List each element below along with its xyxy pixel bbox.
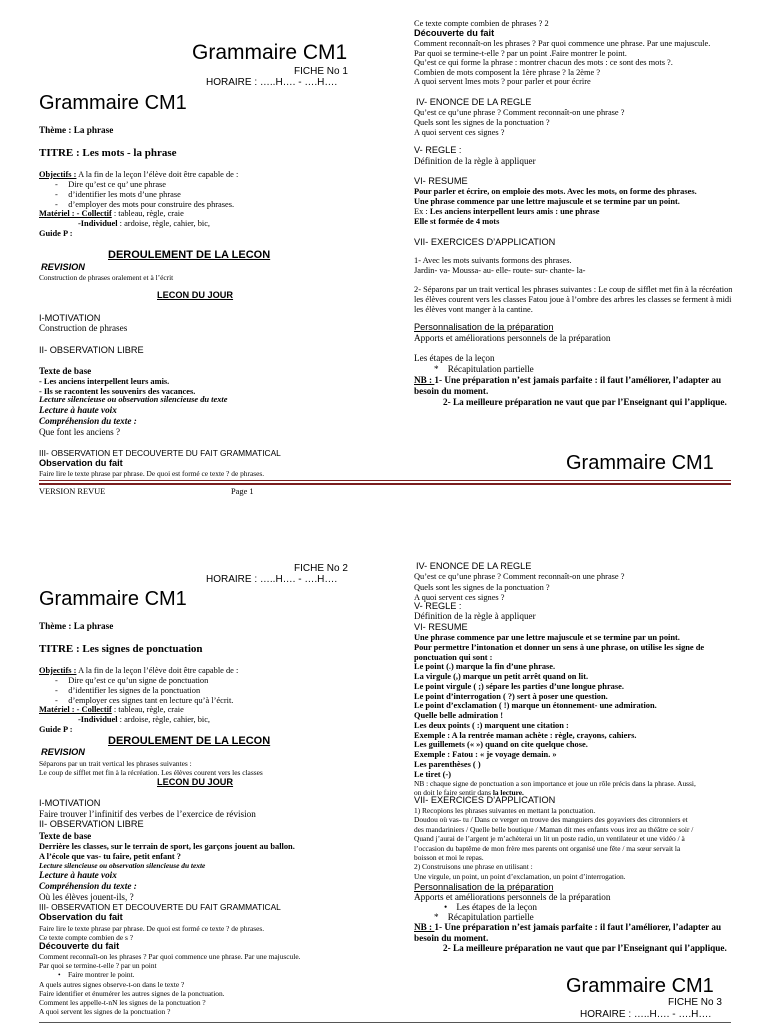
page1-observation-du-fait: Observation du fait	[39, 458, 123, 468]
page2-decouverte-lines2: A quels autres signes observe-t-on dans le texte ? Faire identifier et énumérer les autres signes de la ponctuation. Comment les appelle-t-nN les signes de la ponctuation ? A quoi servent les signes de la ponctuation ?	[39, 980, 225, 1016]
p2c2-footer-horaire: HORAIRE : …..H…. - ….H….	[580, 1009, 712, 1020]
p1c2-decouverte-lines: Comment reconnaît-on les phrases ? Par quoi commence une phrase. Par une majuscule. Par quoi se termine-t-elle ? par un point .Faire montrer le point. Qu’est ce qui forme la phrase : montrer chacun des mots : ce sont des mots ?. Combien de mots composent la 1ère phrase ? la 2ème ? A quoi servent lmes mots ? pour parler et pour écrire	[414, 39, 711, 86]
page2-objectifs: Objectifs : A la fin de la leçon l’élève doit être capable de :	[39, 666, 239, 675]
p1c2-enonce: IV- ENONCE DE LA REGLE	[416, 97, 532, 107]
page2-fiche: FICHE No 2	[294, 563, 348, 574]
page1-footer-rule-top	[39, 480, 731, 481]
p2c2-etapes: • Les étapes de la leçon	[444, 902, 538, 912]
p1c2-nb: NB : 1- Une préparation n’est jamais parfaite : il faut l’améliorer, l’adapter au	[414, 375, 722, 385]
page2-title: Grammaire CM1	[39, 588, 187, 610]
page2-lecture-silencieuse: Lecture silencieuse ou observation silencieuse du texte	[39, 861, 206, 870]
page1-texte-base: Texte de base	[39, 366, 92, 376]
p1c2-perso: Personnalisation de la préparation	[414, 322, 554, 332]
p1c2-resume-lines: Pour parler et écrire, on emploie des mots. Avec les mots, on forme des phrases. Une phrase commence par une lettre majuscule et se termine par un point.	[414, 187, 697, 206]
page2-decouverte-bullet: • Faire montrer le point.	[58, 970, 135, 979]
p1c2-q-top: Ce texte compte combien de phrases ? 2	[414, 19, 549, 28]
page1-texte-lines: - Les anciens interpellent leurs amis. - Ils se racontent les souvenirs des vacances.	[39, 377, 196, 396]
page1-guide: Guide P :	[39, 229, 73, 238]
p2c2-resume-lines: Une phrase commence par une lettre majuscule et se termine par un point. Pour permettre l’intonation et donner un sens à une phrase, on utilise les signe de ponctuation qui sont : Le point (.) marque la fin d’une phrase. La virgule (,) marque un petit arrêt quand on lit. Le point virgule ( ;) sépare les parties d’une longue phrase. Le point d’interrogation ( ?) sert à poser une question. Le point d’exclamation ( !) marque un étonnement- une admiration. Quelle belle admiration ! Les deux points ( :) marquent une citation : Exemple : A la rentrée maman achète : règle, crayons, cahiers. Les guillemets (« ») quand on cite quelque chose. Exemple : Fatou : « je voyage demain. » Les parenthèses ( ) Le tiret (-)	[414, 633, 705, 779]
page2-texte-lines: Derrière les classes, sur le terrain de sport, les garçons jouent au ballon. A l’école que vas- tu faire, petit enfant ?	[39, 842, 295, 861]
page1-deroulement: DEROULEMENT DE LA LECON	[108, 249, 271, 261]
p1c2-resume: VI- RESUME	[414, 176, 468, 186]
p2c2-enonce-lines: Qu’est ce qu’une phrase ? Comment reconnaît-on une phrase ? Quels sont les signes de la ponctuation ? A quoi servent ces signes ?	[414, 572, 625, 602]
page2-comprehension-q: Où les élèves jouent-ils, ?	[39, 892, 134, 902]
page2-theme: Thème : La phrase	[39, 621, 114, 631]
page1-footer-page: Page 1	[231, 487, 254, 496]
p1c2-recap: * Récapitulation partielle	[434, 364, 534, 374]
p2c2-nb: NB : 1- Une préparation n’est jamais parfaite : il faut l’améliorer, l’adapter au	[414, 922, 722, 932]
p1c2-example: Ex : Les anciens interpellent leurs amis : une phrase	[414, 207, 600, 216]
p1c2-etapes: Les étapes de la leçon	[414, 353, 495, 363]
page2-motivation-text: Faire trouver l’infinitif des verbes de l’exercice de révision	[39, 809, 256, 819]
p2c2-ex-lines: 1) Recopions les phrases suivantes en mettant la ponctuation. Doudou où vas- tu / Dans ce verger on trouve des manguiers des goyaviers des citronniers et des mandariniers / Quelle belle boutique / Maman dit mes enfants vous irez au théâtre ce soir / Quand j’aurai de l’argent je m’achèterai un lit un poste radio, un ventilateur et une vidéo / à l’occasion du baptême de mon frère mes parents ont organisé une fête / ma sœur servait la boisson et moi le repas. 2) Construisons une phrase en utilisant : Une virgule, un point, un point d’exclamation, un point d’interrogation.	[414, 806, 694, 881]
p2c2-footer-title: Grammaire CM1	[566, 975, 714, 997]
page1-comprehension: Compréhension du texte :	[39, 416, 137, 426]
page1-lecture-haute: Lecture à haute voix	[39, 405, 117, 415]
list-item: - d’identifier les signes de la ponctuation	[55, 686, 201, 695]
page2-decouverte: Découverte du fait	[39, 941, 120, 951]
p2c2-regle: V- REGLE :	[414, 601, 462, 611]
page1-comprehension-q: Que font les anciens ?	[39, 427, 121, 437]
p2c2-resume-nb2: on doit le faire sentir dans la lecture.	[414, 788, 524, 797]
p2c2-nb-1b: besoin du moment.	[414, 933, 489, 943]
page1-revision-text: Construction de phrases oralement et à l’écrit	[39, 273, 174, 282]
p1c2-nb-2: 2- La meilleure préparation ne vaut que par l’Enseignant qui l’applique.	[443, 397, 727, 407]
page1-footer-left: VERSION REVUE	[39, 487, 106, 496]
objectifs-list	[55, 180, 234, 210]
page2-texte-base: Texte de base	[39, 831, 92, 841]
page1-footer-rule-bottom	[39, 483, 731, 485]
p1c2-example-2: Elle st formée de 4 mots	[414, 217, 500, 226]
page1-revision: REVISION	[41, 262, 85, 272]
page2-observation-lines: Faire lire le texte phrase par phrase. De quoi est formé ce texte ? de phrases. Ce texte compte combien de s ?	[39, 924, 265, 942]
p2c2-resume: VI- RESUME	[414, 622, 468, 632]
page2-objectifs-list	[55, 676, 233, 706]
page1-materiel: Matériel : - Collectif : tableau, règle, craie	[39, 209, 184, 218]
page1-fiche: FICHE No 1	[294, 66, 348, 77]
list-item: - d’identifier les mots d’une phrase	[55, 190, 181, 199]
page2-decouverte-lines: Comment reconnaît-on les phrases ? Par quoi commence une phrase. Par une majuscule. Par quoi se termine-t-elle ? par un point	[39, 952, 301, 970]
page2-materiel-indiv: -Individuel : ardoise, règle, cahier, bic,	[78, 715, 211, 724]
page2-comprehension: Compréhension du texte :	[39, 881, 137, 891]
p1c2-footer-title: Grammaire CM1	[566, 452, 714, 474]
page1-horaire: HORAIRE : …..H…. - ….H….	[206, 77, 338, 88]
page1-motivation: I-MOTIVATION	[39, 313, 101, 323]
p2c2-resume-nb: NB : chaque signe de ponctuation a son importance et joue un rôle précis dans la phrase. Aussi,	[414, 779, 696, 788]
p2c2-exercices: VII- EXERCICES D’APPLICATION	[414, 795, 556, 805]
page1-header-title: Grammaire CM1	[192, 41, 348, 64]
page1-observation-text: Faire lire le texte phrase par phrase. De quoi est formé ce texte ? de phrases.	[39, 469, 265, 478]
p1c2-regle: V- REGLE :	[414, 145, 462, 155]
page2-deroulement: DEROULEMENT DE LA LECON	[108, 735, 271, 747]
list-item: - Dire qu’est ce qu’ une phrase	[55, 180, 167, 189]
page1-materiel-indiv: -Individuel : ardoise, règle, cahier, bic,	[78, 219, 211, 228]
p1c2-decouverte: Découverte du fait	[414, 28, 495, 38]
page2-horaire: HORAIRE : …..H…. - ….H….	[206, 574, 338, 585]
p1c2-perso-text: Apports et améliorations personnels de la préparation	[414, 333, 611, 343]
page2-guide: Guide P :	[39, 725, 73, 734]
list-item: - Dire qu’est ce qu’un signe de ponctuation	[55, 676, 209, 685]
page1-observation-libre: II- OBSERVATION LIBRE	[39, 345, 144, 355]
p2c2-footer-fiche: FICHE No 3	[668, 997, 722, 1008]
page1-objectifs: Objectifs : A la fin de la leçon l’élève doit être capable de :	[39, 170, 239, 179]
page2-revision: REVISION	[41, 747, 85, 757]
p1c2-enonce-lines: Qu’est ce qu’une phrase ? Comment reconnaît-on une phrase ? Quels sont les signes de la ponctuation ? A quoi servent ces signes ?	[414, 108, 625, 137]
page2-lecture-haute: Lecture à haute voix	[39, 870, 117, 880]
list-item: - d’employer ces signes tant en lecture qu’à l’écrit.	[55, 696, 234, 705]
p1c2-nb-1b: besoin du moment.	[414, 386, 489, 396]
page2-observation-libre: II- OBSERVATION LIBRE	[39, 819, 144, 829]
page2-revision-lines: Séparons par un trait vertical les phrases suivantes : Le coup de sifflet met fin à la récréation. Les élèves courent vers les classes	[39, 759, 263, 777]
page1-lecture-silencieuse: Lecture silencieuse ou observation silencieuse du texte	[39, 395, 228, 404]
p1c2-regle-text: Définition de la règle à appliquer	[414, 156, 536, 166]
page1-titre: TITRE : Les mots - la phrase	[39, 147, 177, 159]
p2c2-regle-text: Définition de la règle à appliquer	[414, 611, 536, 621]
page1-lecon-du-jour: LECON DU JOUR	[157, 290, 234, 300]
p1c2-exercices: VII- EXERCICES D’APPLICATION	[414, 237, 556, 247]
p2c2-recap: * Récapitulation partielle	[434, 912, 534, 922]
page2-observation-decouverte: III- OBSERVATION ET DECOUVERTE DU FAIT GRAMMATICAL	[39, 902, 281, 912]
p1c2-ex2: 2- Séparons par un trait vertical les phrases suivantes : Le coup de sifflet met fin à la récréation les élèves courent vers les classes Fatou joue à l’ombre des arbres les classes se ferment à midi les élèves vont manger à la cantine.	[414, 285, 733, 314]
page1-theme: Thème : La phrase	[39, 125, 114, 135]
page2-observation-du-fait: Observation du fait	[39, 912, 123, 922]
page2-titre: TITRE : Les signes de ponctuation	[39, 643, 203, 655]
p2c2-perso-text: Apports et améliorations personnels de la préparation	[414, 892, 611, 902]
p2c2-nb-2: 2- La meilleure préparation ne vaut que par l’Enseignant qui l’applique.	[443, 943, 727, 953]
page1-motivation-text: Construction de phrases	[39, 323, 128, 333]
list-item: - d’employer des mots pour construire des phrases.	[55, 200, 235, 209]
page2-materiel: Matériel : - Collectif : tableau, règle, craie	[39, 705, 184, 714]
p2c2-enonce: IV- ENONCE DE LA REGLE	[416, 561, 532, 571]
page2-bottom-rule	[39, 1022, 731, 1023]
p1c2-ex1: 1- Avec les mots suivants formons des phrases. Jardin- va- Moussa- au- elle- route- sur- chante- la-	[414, 256, 586, 275]
page1-observation-decouverte: III- OBSERVATION ET DECOUVERTE DU FAIT GRAMMATICAL	[39, 448, 281, 458]
page1-title: Grammaire CM1	[39, 92, 187, 114]
page2-motivation: I-MOTIVATION	[39, 798, 101, 808]
page2-lecon-du-jour: LECON DU JOUR	[157, 777, 234, 787]
p2c2-perso: Personnalisation de la préparation	[414, 882, 554, 892]
